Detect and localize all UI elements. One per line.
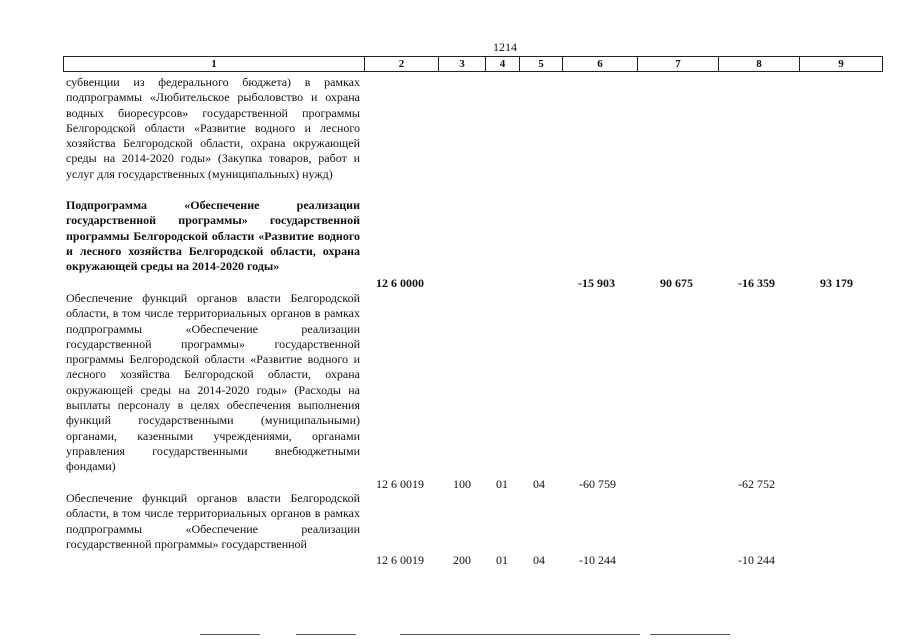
cell-col5: 04 [533,553,545,567]
cell-col6: -10 244 [579,553,616,567]
page-number: 1214 [493,40,517,54]
cell-col7: 90 675 [660,276,693,290]
column-header-9: 9 [838,58,844,70]
column-header-1: 1 [64,57,365,71]
row-description: субвенции из федерального бюджета) в рамках подпрограммы «Любительское рыболовство и охрана водных биоресурсов» государственной программы Белгородской области «Развитие водного и лесного хозяйства Белгородской области, охрана окружающей среды на 2014-2020 годы» (Закупка товаров, работ и услуг для государственных (муниципальных) нужд) [66,75,360,181]
row-description: Подпрограмма «Обеспечение реализации государственной программы» государственной программы Белгородской области «Развитие водного и лесного хозяйства Белгородской области, охрана окружающей среды на 2014-2020 годы» [66,198,360,274]
scan-mark [400,634,640,635]
cell-code: 12 6 0019 [376,477,424,491]
column-header-3: 3 [439,57,486,71]
cell-col6: -60 759 [579,477,616,491]
column-header-6: 6 [563,57,638,71]
scan-mark [200,634,260,635]
row-description: Обеспечение функций органов власти Белгородской области, в том числе территориальных органов в рамках подпрограммы «Обеспечение реализации государственной программы» государственной [66,491,360,551]
cell-col4: 01 [496,553,508,567]
cell-code: 12 6 0019 [376,553,424,567]
column-header-2: 2 [365,57,439,71]
cell-col6: -15 903 [578,276,615,290]
cell-col3: 100 [453,477,471,491]
cell-col8: -62 752 [738,477,775,491]
cell-col4: 01 [496,477,508,491]
cell-col5: 04 [533,477,545,491]
column-header-7: 7 [638,57,719,71]
row-description: Обеспечение функций органов власти Белгородской области, в том числе территориальных органов в рамках подпрограммы «Обеспечение реализации государственной программы» государственной программы Белгородской области «Развитие водного и лесного хозяйства Белгородской области, охрана окружающей среды на 2014-2020 годы» (Расходы на выплаты персоналу в целях обеспечения выполнения функций государственными (муниципальными) органами, казенными учреждениями, органами управления государственными внебюджетными фондами) [66,291,360,474]
cell-col9: 93 179 [820,276,853,290]
column-header-5: 5 [520,57,563,71]
table-header [63,56,883,72]
cell-col8: -10 244 [738,553,775,567]
scan-mark [296,634,356,635]
cell-code: 12 6 0000 [376,276,424,290]
scan-mark [650,634,730,635]
column-header-4: 4 [486,57,520,71]
cell-col8: -16 359 [738,276,775,290]
column-header-8: 8 [719,57,800,71]
cell-col3: 200 [453,553,471,567]
